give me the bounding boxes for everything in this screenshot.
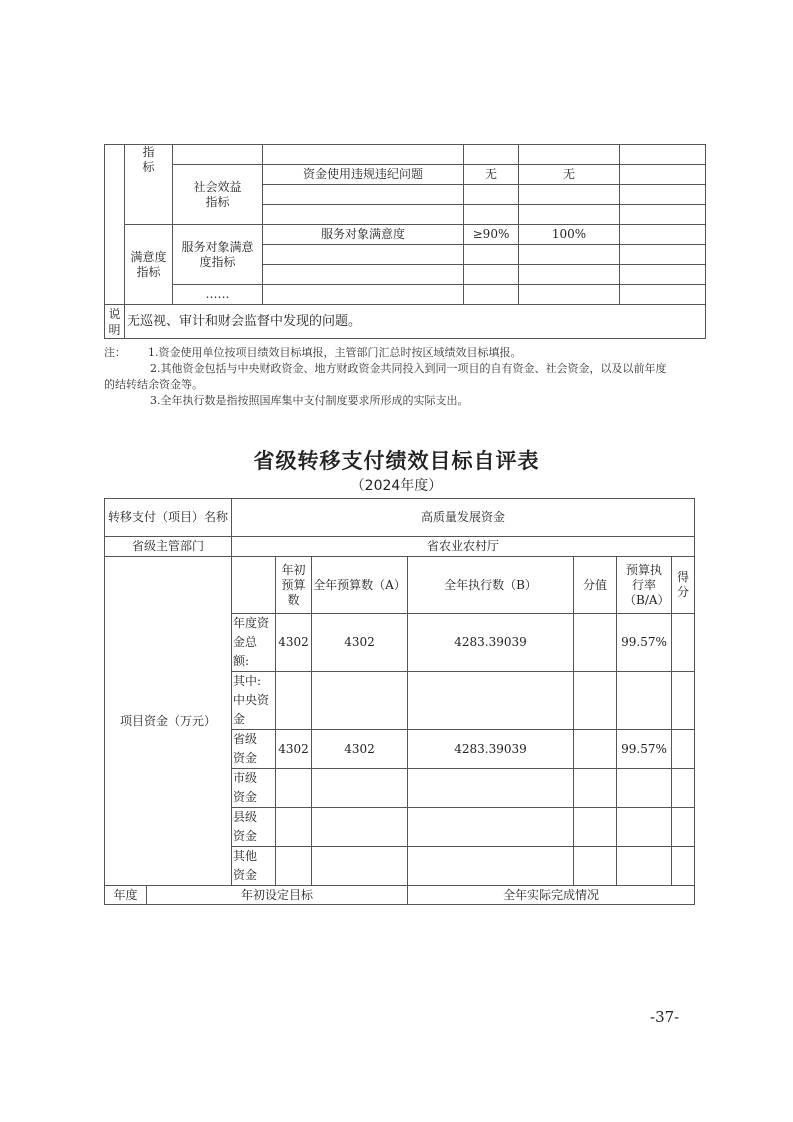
score-value-cell — [574, 614, 617, 672]
table-row — [105, 225, 706, 245]
rate-cell — [617, 847, 672, 886]
executed-cell: 4283.39039 — [408, 730, 574, 769]
target-cell — [464, 185, 519, 205]
annual-cell — [312, 808, 408, 847]
initial-goal-label: 年初设定目标 — [147, 886, 408, 905]
score-value-cell — [574, 847, 617, 886]
department-row — [105, 537, 695, 557]
header-score: 得分 — [672, 557, 695, 614]
table-row — [105, 145, 706, 165]
header-annual-budget: 全年预算数（A） — [312, 557, 408, 614]
project-name-label: 转移支付（项目）名称 — [107, 510, 228, 524]
score-cell — [672, 808, 695, 847]
score-cell — [672, 672, 695, 730]
fund-row-label: 其中:中央资金 — [232, 672, 276, 730]
goal-header-row — [105, 886, 695, 905]
fund-row-label: 县级资金 — [232, 808, 276, 847]
header-initial-budget: 年初预算数 — [276, 557, 312, 614]
note-line-1 — [104, 345, 704, 361]
annual-cell — [312, 769, 408, 808]
annual-cell: 4302 — [312, 730, 408, 769]
footnotes — [104, 345, 704, 409]
initial-cell — [276, 672, 312, 730]
score-value-cell — [574, 769, 617, 808]
form-title: 省级转移支付绩效目标自评表 — [253, 449, 540, 473]
indicator-cell: 资金使用违规违纪问题 — [263, 165, 464, 185]
funds-header-row — [105, 557, 695, 614]
rate-cell — [617, 808, 672, 847]
fund-row-label: 市级资金 — [232, 769, 276, 808]
extra-cell — [620, 165, 706, 185]
score-cell — [672, 730, 695, 769]
extra-cell — [620, 185, 706, 205]
actual-cell — [519, 285, 620, 305]
form-subtitle: （2024年度） — [350, 478, 443, 494]
transfer-payment-self-evaluation-table — [104, 498, 695, 905]
table-row — [105, 285, 706, 305]
annual-cell — [312, 847, 408, 886]
indicator-cell — [263, 145, 464, 165]
actual-cell — [519, 245, 620, 265]
indicator-category-cell — [125, 145, 173, 225]
fund-row-label: 其他资金 — [232, 847, 276, 886]
remark-label-cell — [105, 305, 125, 339]
header-blank — [232, 557, 276, 614]
executed-cell — [408, 769, 574, 808]
executed-cell — [408, 808, 574, 847]
ellipsis-cell: …… — [173, 285, 263, 305]
extra-cell — [620, 145, 706, 165]
target-cell: ≥90% — [464, 225, 519, 245]
extra-cell — [620, 265, 706, 285]
indicator-cell: 服务对象满意度 — [263, 225, 464, 245]
actual-cell — [519, 185, 620, 205]
actual-cell — [519, 205, 620, 225]
satisfaction-category-cell — [125, 225, 173, 305]
satisfaction-label: 满意度指标 — [130, 249, 167, 279]
target-cell: 无 — [464, 165, 519, 185]
target-cell — [464, 145, 519, 165]
year-label: 年度 — [105, 886, 147, 905]
note-1: 1.资金使用单位按项目绩效目标填报，主管部门汇总时按区域绩效目标填报。 — [148, 346, 522, 359]
note-3: 3.全年执行数是指按照国库集中支付制度要求所形成的实际支出。 — [150, 394, 469, 407]
indicator-cell — [263, 245, 464, 265]
extra-cell — [620, 245, 706, 265]
target-cell — [464, 265, 519, 285]
score-value-cell — [574, 808, 617, 847]
indicator-label: 指标 — [142, 145, 155, 174]
note-2-cont: 的结转结余资金等。 — [104, 378, 203, 391]
department-label: 省级主管部门 — [105, 537, 232, 557]
initial-cell: 4302 — [276, 614, 312, 672]
indicator-cell — [263, 185, 464, 205]
actual-cell: 无 — [519, 165, 620, 185]
note-2: 2.其他资金包括与中央财政资金、地方财政资金共同投入到同一项目的自有资金、社会资金，以及以前年度 — [150, 362, 667, 375]
extra-cell — [620, 205, 706, 225]
initial-cell — [276, 769, 312, 808]
header-score-value: 分值 — [574, 557, 617, 614]
indicator-cell — [263, 205, 464, 225]
page-number: -37- — [650, 1008, 680, 1026]
funds-label: 项目资金（万元） — [119, 713, 216, 728]
score-value-cell — [574, 730, 617, 769]
fund-row-label: 年度资金总额: — [232, 614, 276, 672]
rate-cell — [617, 672, 672, 730]
executed-cell — [408, 847, 574, 886]
outer-label-cell — [105, 145, 125, 305]
score-cell — [672, 769, 695, 808]
note-prefix: 注： — [104, 346, 126, 359]
executed-cell — [408, 672, 574, 730]
indicator-cell — [263, 265, 464, 285]
initial-cell — [276, 808, 312, 847]
executed-cell: 4283.39039 — [408, 614, 574, 672]
remark-text: 无巡视、审计和财会监督中发现的问题。 — [125, 305, 706, 339]
score-cell — [672, 847, 695, 886]
target-cell — [464, 205, 519, 225]
project-name-row — [105, 499, 695, 537]
extra-cell — [620, 285, 706, 305]
actual-completion-label: 全年实际完成情况 — [408, 886, 695, 905]
service-satisfaction-label: 服务对象满意度指标 — [181, 239, 254, 269]
fund-row-label: 省级资金 — [232, 730, 276, 769]
header-executed: 全年执行数（B） — [408, 557, 574, 614]
project-name-value: 高质量发展资金 — [232, 499, 695, 537]
indicator-cell — [263, 285, 464, 305]
performance-indicator-table-continued — [104, 144, 706, 339]
social-benefit-label-cell — [173, 165, 263, 225]
actual-cell: 100% — [519, 225, 620, 245]
actual-cell — [519, 265, 620, 285]
department-value: 省农业农村厅 — [232, 537, 695, 557]
rate-cell: 99.57% — [617, 730, 672, 769]
header-execution-rate: 预算执行率（B/A） — [617, 557, 672, 614]
annual-cell: 4302 — [312, 614, 408, 672]
initial-cell — [276, 847, 312, 886]
remark-label: 说明 — [108, 306, 121, 337]
rate-cell: 99.57% — [617, 614, 672, 672]
annual-cell — [312, 672, 408, 730]
funds-label-cell — [105, 557, 232, 886]
social-benefit-label: 社会效益指标 — [193, 179, 242, 209]
project-name-label-cell — [105, 499, 232, 537]
actual-cell — [519, 145, 620, 165]
target-cell — [464, 285, 519, 305]
extra-cell — [620, 225, 706, 245]
remark-row — [105, 305, 706, 339]
table-row — [105, 165, 706, 185]
service-label-cell — [173, 225, 263, 285]
initial-cell: 4302 — [276, 730, 312, 769]
target-cell — [464, 245, 519, 265]
score-cell — [672, 614, 695, 672]
subcategory-cell — [173, 145, 263, 165]
score-value-cell — [574, 672, 617, 730]
rate-cell — [617, 769, 672, 808]
